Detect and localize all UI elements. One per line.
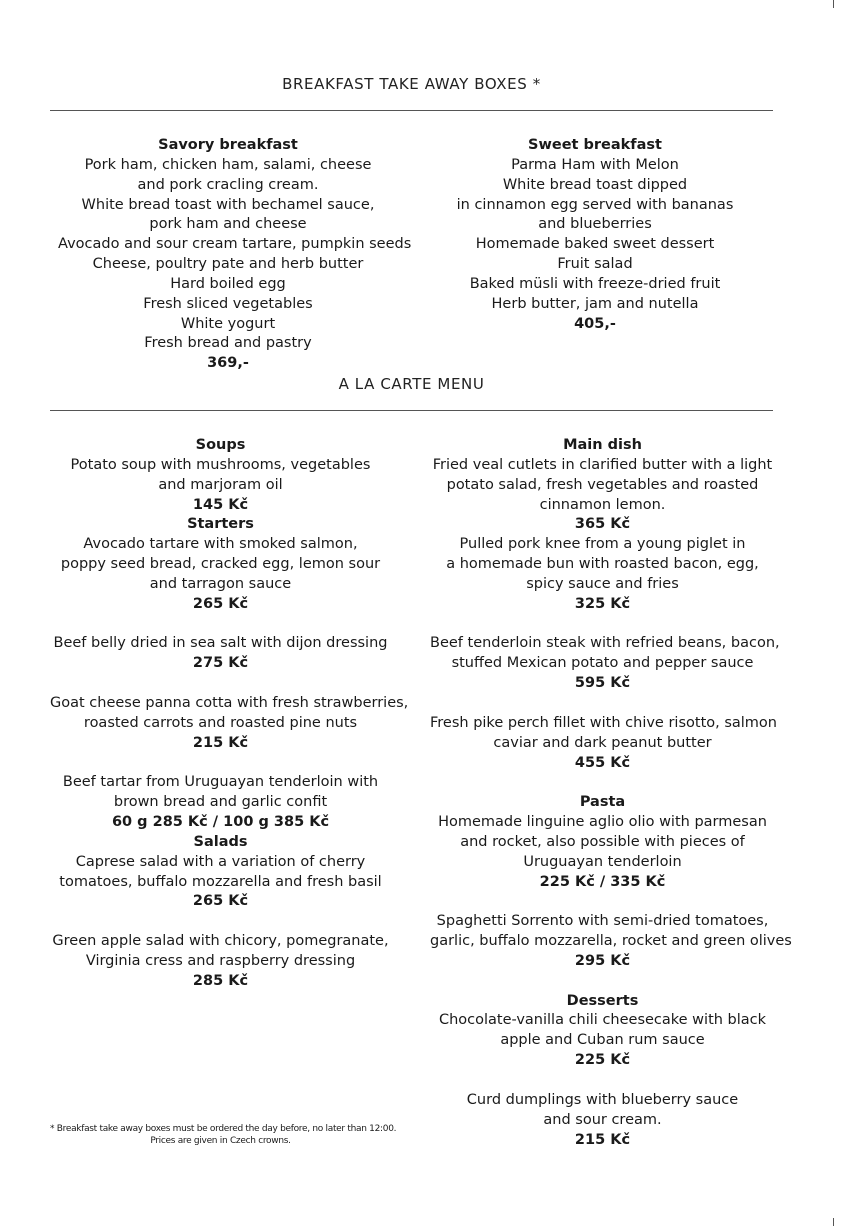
dish-line: spicy sauce and fries <box>526 575 679 592</box>
dish-line: cinnamon lemon. <box>539 496 666 513</box>
dish-price: 285 Kč <box>192 972 249 989</box>
menu-line: Pork ham, chicken ham, salami, cheese <box>84 156 372 173</box>
dish-line: Beef tartar from Uruguayan tenderloin with <box>62 774 379 791</box>
menu-line: and pork cracling cream. <box>137 176 319 193</box>
breakfast-section-title: BREAKFAST TAKE AWAY BOXES * <box>282 75 541 93</box>
spacer <box>430 615 775 635</box>
sweet-breakfast-heading: Sweet breakfast <box>528 137 662 153</box>
dish-line: Uruguayan tenderloin <box>523 853 682 870</box>
crop-mark-bottom <box>833 1218 834 1226</box>
dish-price: 145 Kč <box>192 496 249 513</box>
spacer <box>430 694 775 714</box>
pasta-heading: Pasta <box>579 794 626 811</box>
dish-line: Curd dumplings with blueberry sauce <box>466 1091 739 1108</box>
dish-price: 295 Kč <box>574 952 631 969</box>
menu-line: Fruit salad <box>557 256 633 273</box>
sweet-breakfast-block <box>430 136 760 334</box>
spacer <box>50 754 391 774</box>
dish-line: roasted carrots and roasted pine nuts <box>83 714 358 731</box>
menu-line: Parma Ham with Melon <box>511 156 679 173</box>
dish-price: 215 Kč <box>192 734 249 751</box>
dish-line: Virginia cress and raspberry dressing <box>85 952 356 969</box>
menu-line: White yogurt <box>180 315 276 332</box>
dish-line: tomatoes, buffalo mozzarella and fresh basil <box>59 873 382 890</box>
dish-price: 265 Kč <box>192 893 249 910</box>
dish-line: Chocolate-vanilla chili cheesecake with black <box>438 1012 767 1029</box>
savory-breakfast-price: 369,- <box>207 355 249 372</box>
spacer <box>430 1071 775 1091</box>
footnote-currency-note: Prices are given in Czech crowns. <box>150 1136 291 1146</box>
breakfast-divider <box>50 110 773 111</box>
dish-line: poppy seed bread, cracked egg, lemon sour <box>60 556 381 573</box>
crop-mark-top <box>833 0 834 8</box>
dish-price: 225 Kč / 335 Kč <box>539 873 666 890</box>
dish-line: Homemade linguine aglio olio with parmesan <box>438 814 767 831</box>
dish-line: caviar and dark peanut butter <box>493 734 712 751</box>
dish-price: 215 Kč <box>574 1131 631 1148</box>
dish-price: 325 Kč <box>574 595 631 612</box>
dish-price: 225 Kč <box>574 1052 631 1069</box>
dish-line: brown bread and garlic confit <box>113 794 328 811</box>
dish-price: 275 Kč <box>192 655 249 672</box>
menu-line: Homemade baked sweet dessert <box>475 236 715 253</box>
spacer <box>50 615 391 635</box>
dish-price: 60 g 285 Kč / 100 g 385 Kč <box>111 814 330 831</box>
menu-line: in cinnamon egg served with bananas <box>456 196 734 213</box>
footnote-order-note: * Breakfast take away boxes must be ordered the day before, no later than 12:00. <box>50 1124 397 1134</box>
menu-line: Cheese, poultry pate and herb butter <box>92 256 364 273</box>
dish-line: garlic, buffalo mozzarella, rocket and green olives <box>430 933 792 950</box>
dish-line: Avocado tartare with smoked salmon, <box>83 536 358 553</box>
spacer <box>430 773 775 793</box>
menu-line: White bread toast with bechamel sauce, <box>81 196 375 213</box>
alacarte-divider <box>50 410 773 411</box>
dish-line: and tarragon sauce <box>149 575 292 592</box>
menu-line: Hard boiled egg <box>170 275 286 292</box>
dish-line: a homemade bun with roasted bacon, egg, <box>446 556 759 573</box>
dish-line: Goat cheese panna cotta with fresh strawberries, <box>50 694 409 711</box>
menu-line: Avocado and sour cream tartare, pumpkin seeds <box>58 236 412 253</box>
soups-heading: Soups <box>195 437 246 453</box>
alacarte-right-column <box>430 436 792 1150</box>
menu-line: Baked müsli with freeze-dried fruit <box>469 275 721 292</box>
menu-line: Fresh sliced vegetables <box>143 295 313 312</box>
dish-line: and rocket, also possible with pieces of <box>460 833 745 850</box>
dish-price: 365 Kč <box>574 516 631 533</box>
spacer <box>430 972 775 992</box>
savory-breakfast-heading: Savory breakfast <box>158 137 298 153</box>
footnote <box>50 1123 397 1147</box>
alacarte-left-column <box>50 436 409 992</box>
sweet-breakfast-price: 405,- <box>574 315 616 332</box>
menu-line: Fresh bread and pastry <box>144 335 312 352</box>
dish-line: Fried veal cutlets in clarified butter with a light <box>432 456 773 473</box>
dish-line: Pulled pork knee from a young piglet in <box>459 536 746 553</box>
dish-line: Green apple salad with chicory, pomegranate, <box>52 933 389 950</box>
menu-line: pork ham and cheese <box>149 216 307 233</box>
dish-line: Fresh pike perch fillet with chive risotto, salmon <box>430 714 777 731</box>
dish-price: 595 Kč <box>574 675 631 692</box>
alacarte-section-title: A LA CARTE MENU <box>338 375 485 393</box>
menu-line: Herb butter, jam and nutella <box>491 295 699 312</box>
dish-line: potato salad, fresh vegetables and roasted <box>446 476 759 493</box>
starters-heading: Starters <box>187 516 254 533</box>
spacer <box>50 674 391 694</box>
spacer <box>430 892 775 912</box>
dish-line: Spaghetti Sorrento with semi-dried tomatoes, <box>436 913 769 930</box>
dish-line: Caprese salad with a variation of cherry <box>75 853 366 870</box>
spacer <box>50 912 391 932</box>
dish-line: stuffed Mexican potato and pepper sauce <box>451 655 754 672</box>
menu-line: and blueberries <box>538 216 652 233</box>
dish-price: 455 Kč <box>574 754 631 771</box>
dish-price: 265 Kč <box>192 595 249 612</box>
dish-line: Beef tenderloin steak with refried beans, bacon, <box>430 635 780 652</box>
main-dish-heading: Main dish <box>563 437 642 453</box>
desserts-heading: Desserts <box>566 992 639 1009</box>
menu-line: White bread toast dipped <box>502 176 688 193</box>
dish-line: and marjoram oil <box>158 476 283 493</box>
dish-line: apple and Cuban rum sauce <box>500 1032 705 1049</box>
salads-heading: Salads <box>193 833 248 850</box>
dish-line: Beef belly dried in sea salt with dijon dressing <box>53 635 388 652</box>
dish-line: Potato soup with mushrooms, vegetables <box>70 456 371 473</box>
dish-line: and sour cream. <box>543 1111 662 1128</box>
savory-breakfast-block <box>58 136 412 374</box>
